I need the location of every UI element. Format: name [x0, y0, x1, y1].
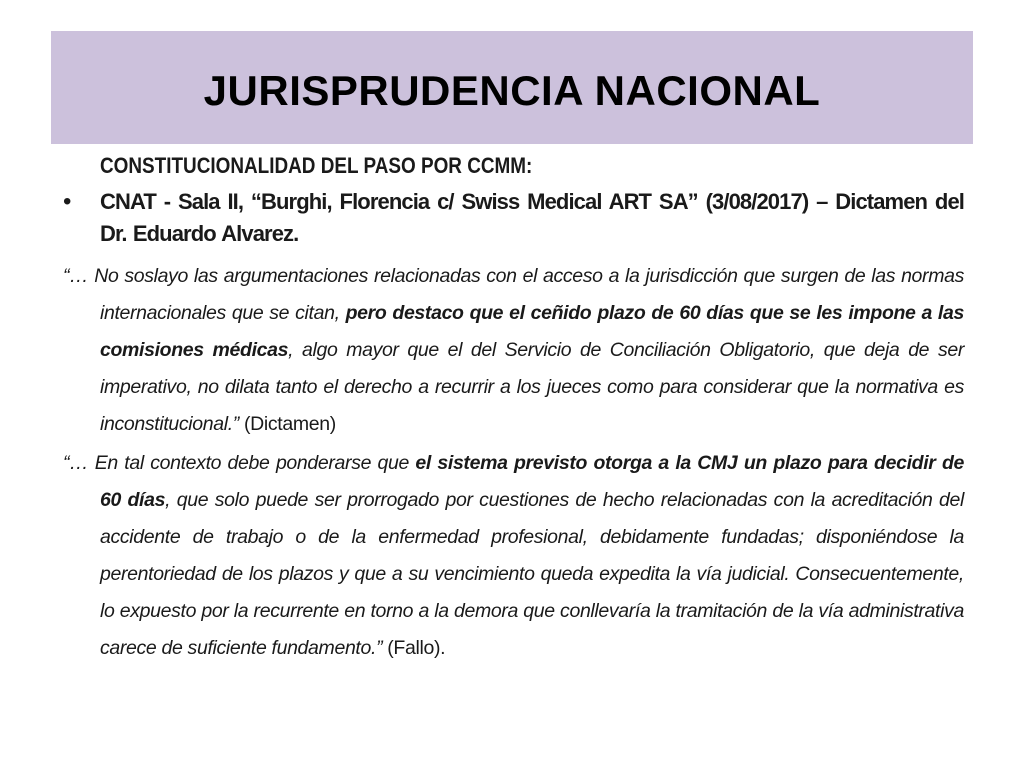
- quote-dictamen: [63, 258, 964, 443]
- quote-dictamen-emphasis: pero destaco que el ceñido plazo de 60 días que se les impone a las comisiones médicas: [100, 302, 964, 361]
- case-citation: CNAT - Sala II, “Burghi, Florencia c/ Swiss Medical ART SA” (3/08/2017) – Dictamen del Dr. Eduardo Alvarez.: [100, 189, 964, 246]
- slide-body: [63, 146, 964, 667]
- title-band: [51, 31, 973, 144]
- case-bullet: [63, 186, 964, 250]
- quote-fallo-part1: “… En tal contexto debe ponderarse que: [63, 452, 416, 474]
- quote-fallo: [63, 445, 964, 667]
- section-subtitle: CONSTITUCIONALIDAD DEL PASO POR CCMM:: [100, 153, 533, 178]
- quote-fallo-emphasis: el sistema previsto otorga a la CMJ un plazo para decidir de 60 días: [100, 452, 965, 511]
- quote-dictamen-source: (Dictamen): [238, 413, 336, 435]
- quote-dictamen-part2: , algo mayor que el del Servicio de Conciliación Obligatorio, que deja de ser imperativo, no dilata tanto el derecho a recurrir a los jueces como para considerar que la normativa es inconstitucional.”: [100, 339, 964, 435]
- quote-dictamen-part1: “… No soslayo las argumentaciones relacionadas con el acceso a la jurisdicción que surgen de las normas internacionales que se citan,: [63, 265, 964, 324]
- bullet-icon: •: [63, 188, 72, 215]
- quote-fallo-part2: , que solo puede ser prorrogado por cuestiones de hecho relacionadas con la acreditación del accidente de trabajo o de la enfermedad profesional, debidamente fundadas; disponiéndose la perentoriedad de los plazos y que a su vencimiento queda expedita la vía judicial. Consecuentemente, lo expuesto por la recurrente en torno a la demora que conllevaría la tramitación de la vía administrativa carece de suficiente fundamento.”: [100, 489, 964, 659]
- slide-title: JURISPRUDENCIA NACIONAL: [203, 66, 821, 114]
- quote-fallo-source: (Fallo).: [382, 637, 446, 659]
